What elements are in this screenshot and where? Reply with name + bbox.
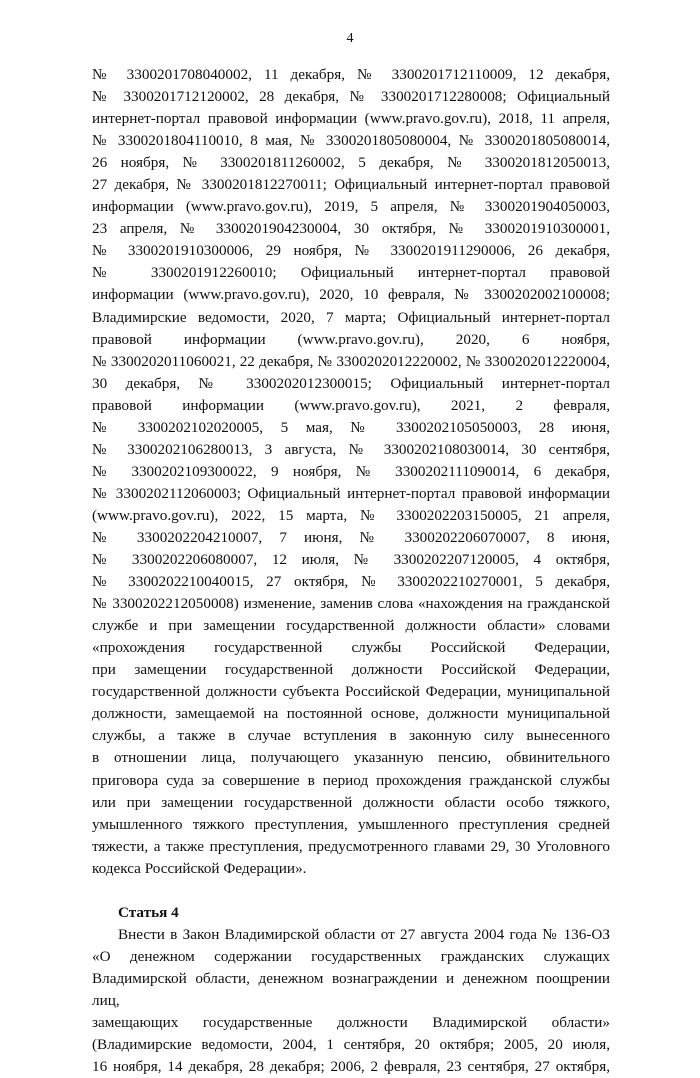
text-line: правовой информации (www.pravo.gov.ru), 2020, 6 ноября, bbox=[92, 330, 610, 348]
article-paragraph bbox=[92, 924, 610, 1078]
text-line: «прохождения государственной службы Российской Федерации, bbox=[92, 639, 610, 657]
text-line: информации (www.pravo.gov.ru), 2019, 5 апреля, № 3300201904050003, bbox=[92, 198, 610, 216]
text-line: 30 декабря, № 3300202012300015; Официальный интернет-портал bbox=[92, 374, 610, 392]
text-line: № 3300202210040015, 27 октября, № 3300202210270001, 5 декабря, bbox=[92, 573, 610, 591]
text-line: 27 декабря, № 3300201812270011; Официальный интернет-портал правовой bbox=[92, 176, 610, 194]
text-line: Владимирские ведомости, 2020, 7 марта; Официальный интернет-портал bbox=[92, 308, 610, 326]
article-heading: Статья 4 bbox=[118, 903, 179, 921]
text-line: № 3300202112060003; Официальный интернет-портал правовой информации bbox=[92, 484, 610, 502]
amendment-paragraph bbox=[92, 64, 610, 880]
text-line: интернет-портал правовой информации (www.pravo.gov.ru), 2018, 11 апреля, bbox=[92, 110, 610, 128]
text-line: или при замещении государственной должности области особо тяжкого, bbox=[92, 793, 610, 811]
text-line: службе и при замещении государственной должности области» словами bbox=[92, 617, 610, 635]
text-line: правовой информации (www.pravo.gov.ru), 2021, 2 февраля, bbox=[92, 396, 610, 414]
text-line: (www.pravo.gov.ru), 2022, 15 марта, № 3300202203150005, 21 апреля, bbox=[92, 506, 610, 524]
text-line: № 3300202204210007, 7 июня, № 3300202206070007, 8 июня, bbox=[92, 528, 610, 546]
text-line: № 3300202206080007, 12 июля, № 3300202207120005, 4 октября, bbox=[92, 551, 610, 569]
text-line: информации (www.pravo.gov.ru), 2020, 10 февраля, № 3300202002100008; bbox=[92, 286, 610, 304]
text-line: Внести в Закон Владимирской области от 27 августа 2004 года № 136-ОЗ bbox=[118, 925, 610, 943]
text-line: № 3300201804110010, 8 мая, № 3300201805080004, № 3300201805080014, bbox=[92, 132, 610, 150]
text-line: 16 ноября, 14 декабря, 28 декабря; 2006, 2 февраля, 23 сентября, 27 октября, bbox=[92, 1058, 610, 1076]
text-line: государственной должности субъекта Российской Федерации, муниципальной bbox=[92, 683, 610, 701]
text-line: (Владимирские ведомости, 2004, 1 сентября, 20 октября; 2005, 20 июля, bbox=[92, 1035, 610, 1053]
text-line: приговора суда за совершение в период прохождения гражданской службы bbox=[92, 771, 610, 789]
text-line: умышленного тяжкого преступления, умышленного преступления средней bbox=[92, 815, 610, 833]
text-line: № 3300201712120002, 28 декабря, № 3300201712280008; Официальный bbox=[92, 88, 610, 106]
text-line: Владимирской области, денежном вознаграждении и денежном поощрении лиц, bbox=[92, 969, 610, 1009]
text-line: № 3300201910300006, 29 ноября, № 3300201911290006, 26 декабря, bbox=[92, 242, 610, 260]
text-line: № 3300201708040002, 11 декабря, № 3300201712110009, 12 декабря, bbox=[92, 66, 610, 83]
text-line: № 3300201912260010; Официальный интернет-портал правовой bbox=[92, 264, 610, 282]
text-line: 26 ноября, № 3300201811260002, 5 декабря, № 3300201812050013, bbox=[92, 154, 610, 172]
text-line: № 3300202109300022, 9 ноября, № 3300202111090014, 6 декабря, bbox=[92, 462, 610, 480]
text-line: № 3300202106280013, 3 августа, № 3300202108030014, 30 сентября, bbox=[92, 440, 610, 458]
document-body bbox=[92, 64, 610, 1078]
text-line: № 3300202102020005, 5 мая, № 3300202105050003, 28 июня, bbox=[92, 418, 610, 436]
text-line: «О денежном содержании государственных гражданских служащих bbox=[92, 947, 610, 965]
text-line: должности, замещаемой на постоянной основе, должности муниципальной bbox=[92, 705, 610, 723]
text-line: при замещении государственной должности Российской Федерации, bbox=[92, 661, 610, 679]
text-line: 23 апреля, № 3300201904230004, 30 октября, № 3300201910300001, bbox=[92, 220, 610, 238]
text-line: замещающих государственные должности Владимирской области» bbox=[92, 1013, 610, 1031]
text-line: службы, а также в случае вступления в законную силу вынесенного bbox=[92, 727, 610, 745]
text-line: № 3300202011060021, 22 декабря, № 3300202012220002, № 3300202012220004, bbox=[92, 352, 610, 370]
text-line: № 3300202212050008) изменение, заменив слова «нахождения на гражданской bbox=[92, 595, 610, 613]
text-line: тяжести, а также преступления, предусмотренного главами 29, 30 Уголовного bbox=[92, 837, 610, 855]
text-line: кодекса Российской Федерации». bbox=[92, 859, 307, 877]
page-number: 4 bbox=[346, 31, 354, 46]
text-line: в отношении лица, получающего указанную пенсию, обвинительного bbox=[92, 749, 610, 767]
